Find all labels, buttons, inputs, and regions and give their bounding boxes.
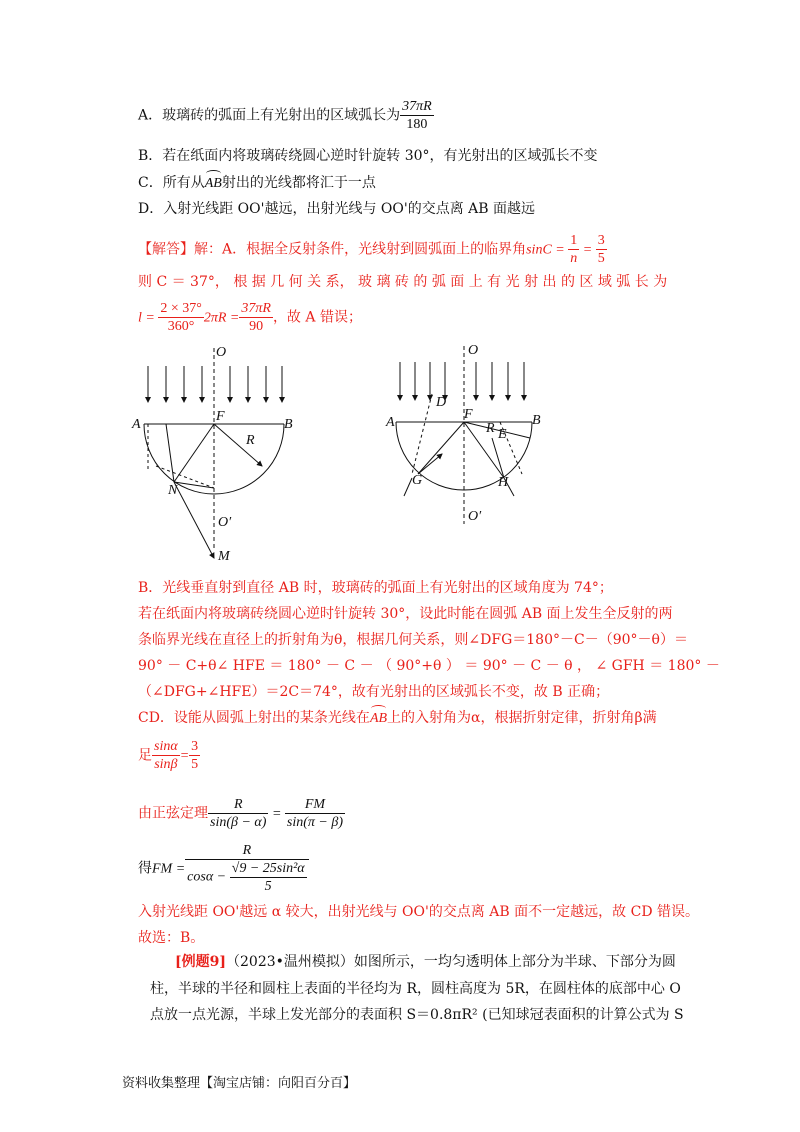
answer-fm: 得FM = R cosα − $\frac{\text{√9 − 25sin²α}}{5}$: [138, 842, 309, 895]
fig-left-label-m: M: [218, 549, 230, 564]
fig-right-label-o: O: [468, 343, 479, 358]
option-b: B．若在纸面内将玻璃砖绕圆心逆时针旋转 30°，有光射出的区域弧长不变: [138, 148, 598, 164]
answer-b-2: 若在纸面内将玻璃砖绕圆心逆时针旋转 30°，设此时能在圆弧 AB 面上发生全反射的两: [138, 606, 673, 622]
fig-right-label-g: G: [412, 473, 423, 488]
option-c: C．所有从AB射出的光线都将汇于一点: [138, 173, 376, 194]
fig-right-label-a: A: [386, 415, 395, 430]
fig-left-label-o: O: [216, 345, 227, 360]
fig-left-label-b: B: [284, 417, 293, 432]
answer-choice: 故选：B。: [138, 930, 205, 946]
fig-left-label-o2: O′: [218, 515, 232, 530]
fig-right-label-d: D: [436, 395, 447, 410]
fig-left-label-r: R: [246, 433, 255, 448]
fig-right-label-o2: O′: [468, 509, 482, 524]
answer-b-5: （∠DFG+∠HFE）＝2C＝74°，故有光射出的区域弧长不变，故 B 正确；: [138, 684, 610, 700]
answer-b-1: B．光线垂直射到直径 AB 时，玻璃砖的弧面上有光射出的区域角度为 74°；: [138, 580, 613, 596]
fig-right-label-f: F: [464, 407, 473, 422]
arc-ab: AB: [205, 174, 222, 194]
example-tag: [例题9]: [175, 954, 226, 970]
fig-right-label-e: E: [498, 427, 507, 442]
fig-left-label-f: F: [216, 409, 225, 424]
fig-left-label-n: N: [168, 483, 178, 498]
option-a: A．玻璃砖的弧面上有光射出的区域弧长为 $\frac{37\pi R}{180}$: [138, 99, 432, 132]
fig-right-label-r: R: [486, 421, 495, 436]
footer: 资料收集整理【淘宝店铺：向阳百分百】: [122, 1076, 357, 1091]
option-d: D．入射光线距 OO'越远，出射光线与 OO'的交点离 AB 面越远: [138, 201, 536, 217]
figure-right: [382, 338, 562, 538]
example-line-3: 点放一点光源，半球上发光部分的表面积 S＝0.8πR² (已知球冠表面积的计算公式为 S: [150, 1007, 684, 1023]
option-a-fraction: $\frac{37\pi R}{180}$: [402, 99, 432, 132]
answer-b-4: 90° － C+θ∠ HFE ＝ 180° － C － （ 90°+θ ） ＝ 90° － C － θ ， ∠ GFH ＝ 180° －: [138, 658, 720, 674]
answer-sine-law: 由正弦定理 $\frac{R}{\sin(\beta - \alpha)}$ = $\frac{FM}{\sin(\pi - \beta)}$: [138, 797, 343, 830]
answer-line-3: l = $\frac{2 \times 37^\circ}{360^\circ}$ 2πR = $\frac{37\pi R}{90}$ ，故 A 错误；: [138, 301, 362, 334]
answer-b-3: 条临界光线在直径上的折射角为θ，根据几何关系，则∠DFG＝180°－C－（90°－θ）＝: [138, 632, 688, 648]
answer-conclusion: 入射光线距 OO'越远 α 较大，出射光线与 OO'的交点离 AB 面不一定越远，故 CD 错误。: [138, 904, 699, 920]
answer-cd-1: CD．设能从圆弧上射出的某条光线在AB上的入射角为α，根据折射定律，折射角β满: [138, 708, 657, 729]
fig-left-label-a: A: [132, 417, 141, 432]
answer-line-2: 则 C ＝ 37°， 根 据 几 何 关 系， 玻 璃 砖 的 弧 面 上 有 光 射 出 的 区 域 弧 长 为: [138, 274, 668, 290]
arc-ab-2: AB: [370, 709, 387, 729]
fig-right-label-b: B: [532, 413, 541, 428]
fig-right-label-h: H: [498, 475, 509, 490]
example-line-1: [例题9]（2023•温州模拟）如图所示，一均匀透明体上部分为半球、下部分为圆: [175, 954, 676, 970]
figure-left: [130, 340, 310, 570]
answer-line-1: 【解答】解：A．根据全反射条件，光线射到圆弧面上的临界角sinC = $\frac{1}{n}$ = $\frac{3}{5}$: [138, 233, 605, 266]
example-line-2: 柱，半球的半径和圆柱上表面的半径均为 R，圆柱高度为 5R，在圆柱体的底部中心 O: [150, 981, 681, 997]
answer-cd-2: 足 $\frac{\sin\alpha}{\sin\beta}$ = $\frac{3}{5}$: [138, 739, 199, 772]
